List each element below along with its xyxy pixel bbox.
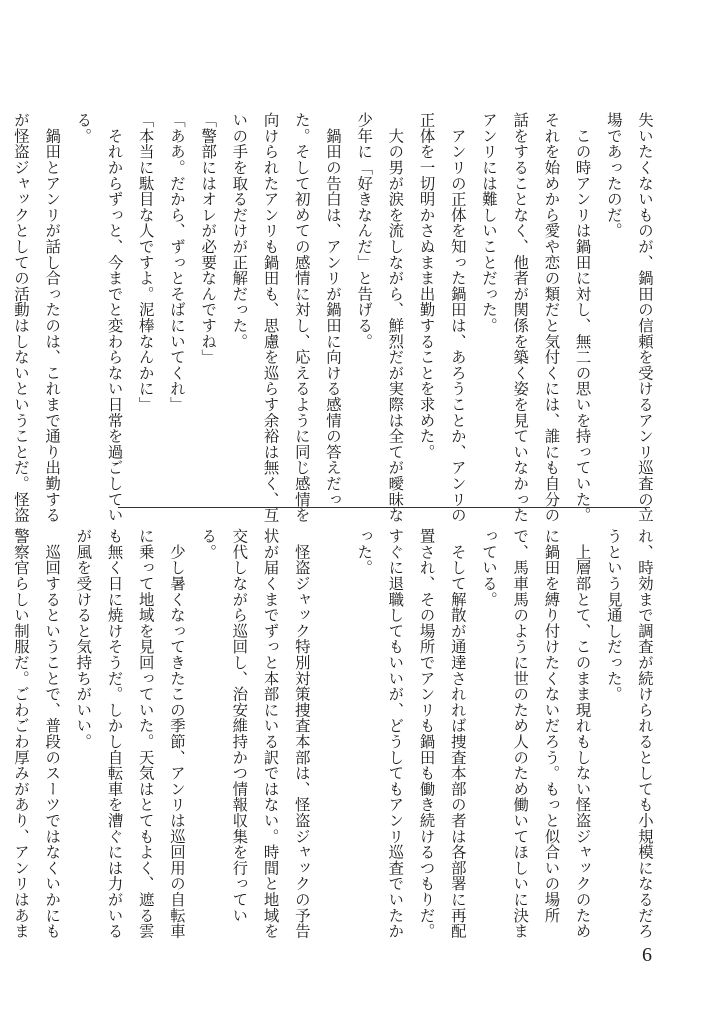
text-line: いの手を取るだけが正解だった。 xyxy=(230,112,249,349)
text-line: た。そして初めての感情に対し、応えるように同じ感情を xyxy=(292,112,311,523)
text-line: それからずっと、今までと変わらない日常を過ごしてい xyxy=(105,112,124,523)
text-line: 少し暑くなってきたこの季節、アンリは巡回用の自転車 xyxy=(167,528,186,939)
text-line: それを始めから愛や恋の類だと気付くには、誰にも自分の xyxy=(542,112,561,523)
upper-text-column xyxy=(11,112,660,523)
text-line: アンリには難しいことだった。 xyxy=(479,112,498,334)
text-line xyxy=(317,528,348,928)
text-line: 少年に「好きなんだ」と告げる。 xyxy=(355,112,374,349)
text-line: 向けられたアンリも鍋田も、思慮を巡らす余裕は無く、互 xyxy=(261,112,280,523)
text-line: る。 xyxy=(199,528,218,560)
text-line: 上層部とて、このまま現れもしない怪盗ジャックのため xyxy=(573,528,592,939)
text-line: も無く日に焼けそうだ。しかし自転車を漕ぐには力がいる xyxy=(105,528,124,939)
text-line: 場であったのだ。 xyxy=(604,112,623,239)
text-line: 正体を一切明かさぬまま出勤することを求めた。 xyxy=(417,112,436,460)
text-line: アンリの正体を知った鍋田は、あろうことか、アンリの xyxy=(448,112,467,523)
text-line xyxy=(0,112,5,494)
text-line: 交代しながら巡回し、治安維持かつ情報収集を行ってい xyxy=(230,528,249,923)
lower-text-column xyxy=(11,528,660,939)
text-line: に鍋田を縛り付けたくないだろう。もっと似合いの場所 xyxy=(542,528,561,923)
text-line: 失いたくないものが、鍋田の信頼を受けるアンリ巡査の立 xyxy=(636,112,654,523)
text-line: 警察官らしい制服だ。ごわごわ厚みがあり、アンリはあま xyxy=(11,528,30,939)
text-line: 鍋田の告白は、アンリが鍋田に向ける感情の答えだっ xyxy=(323,112,342,507)
text-line: すぐに退職してもいいが、どうしてもアンリ巡査でいたか xyxy=(386,528,405,939)
text-line: 状が届くまでずっと本部にいる訳ではない。時間と地域を xyxy=(261,528,280,939)
text-line: れ、時効まで調査が続けられるとしても小規模になるだろ xyxy=(636,528,654,939)
text-line: 「ああ。だから、ずっとそばにいてくれ」 xyxy=(167,112,186,413)
text-line: 大の男が涙を流しながら、鮮烈だが実際は全てが曖昧な xyxy=(386,112,405,523)
text-line: うという見通しだった。 xyxy=(604,528,623,702)
text-line: 鍋田とアンリが話し合ったのは、これまで通り出勤する xyxy=(43,112,62,523)
text-line: る。 xyxy=(74,112,93,144)
text-line: そして解散が通達されれば捜査本部の者は各部署に再配 xyxy=(448,528,467,939)
text-line: 話をすることなく、他者が関係を築く姿を見ていなかった xyxy=(511,112,530,523)
text-line: 「警部にはオレが必要なんですね」 xyxy=(199,112,218,365)
text-line: っている。 xyxy=(479,528,498,607)
text-line: 「本当に駄目な人ですよ。泥棒なんかに」 xyxy=(136,112,155,413)
text-line: が風を受けると気持ちがいい。 xyxy=(74,528,93,750)
text-line: に乗って地域を見回っていた。天気はとてもよく、遮る雲 xyxy=(136,528,155,939)
text-line: この時アンリは鍋田に対し、無二の思いを持っていた。 xyxy=(573,112,592,523)
text-line: が怪盗ジャックとしての活動はしないということだ。怪盗 xyxy=(11,112,30,523)
text-line: で、馬車馬のように世のため人のため働いてほしいに決ま xyxy=(511,528,530,939)
text-line: った。 xyxy=(355,528,374,576)
text-line: 怪盗ジャック特別対策捜査本部は、怪盗ジャックの予告 xyxy=(292,528,311,939)
section-divider xyxy=(118,507,650,508)
text-line: 巡回するということで、普段のスーツではなくいかにも xyxy=(43,528,62,939)
text-line: 置され、その場所でアンリも鍋田も働き続けるつもりだ。 xyxy=(417,528,436,939)
page-number: 6 xyxy=(642,944,652,966)
